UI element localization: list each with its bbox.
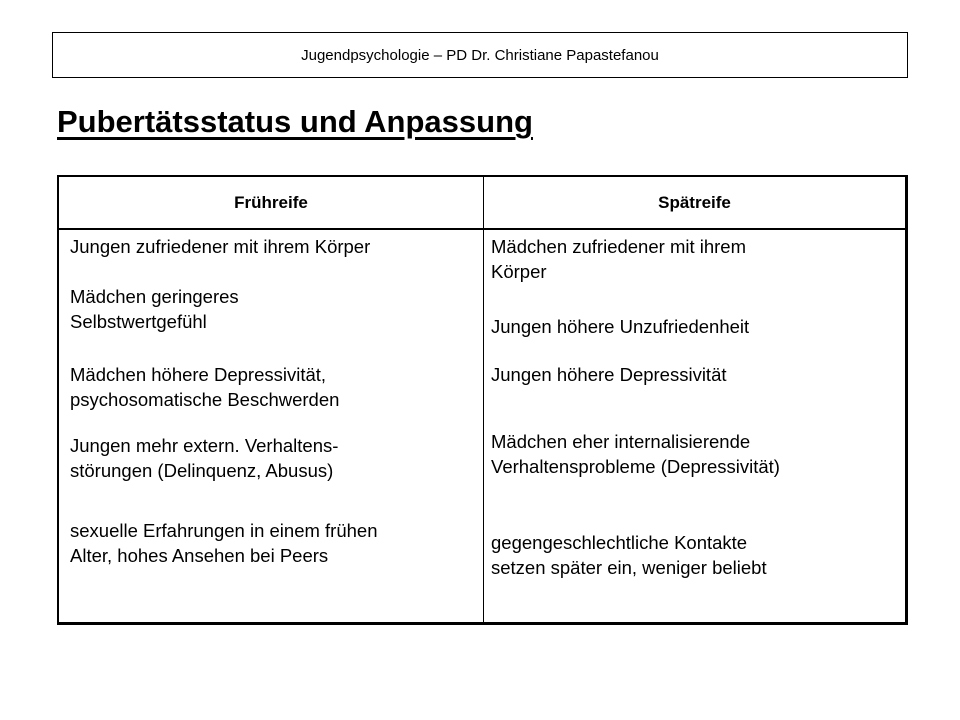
comparison-table [57, 175, 908, 625]
right-item-4: Mädchen eher internalisierende Verhaltensprobleme (Depressivität) [491, 431, 780, 477]
right-item-2: Jungen höhere Unzufriedenheit [491, 316, 750, 337]
column-header-spaetreife: Spätreife [658, 192, 731, 212]
left-item-5: sexuelle Erfahrungen in einem frühen Alter, hohes Ansehen bei Peers [70, 520, 378, 566]
right-item-3: Jungen höhere Depressivität [491, 364, 727, 385]
header-text: Jugendpsychologie – PD Dr. Christiane Papastefanou [301, 46, 659, 64]
left-item-4: Jungen mehr extern. Verhaltens- störungen (Delinquenz, Abusus) [70, 435, 339, 481]
right-item-1: Mädchen zufriedener mit ihrem Körper [491, 236, 746, 282]
column-divider [483, 228, 484, 622]
header-box [52, 32, 908, 78]
column-header-fruehreife: Frühreife [59, 177, 484, 228]
table-header-row [59, 177, 905, 230]
left-item-2: Mädchen geringeres Selbstwertgefühl [70, 286, 239, 332]
left-item-1: Jungen zufriedener mit ihrem Körper [70, 236, 371, 257]
page-title: Pubertätsstatus und Anpassung [57, 104, 533, 139]
right-item-5: gegengeschlechtliche Kontakte setzen später ein, weniger beliebt [491, 532, 767, 578]
left-item-3: Mädchen höhere Depressivität, psychosomatische Beschwerden [70, 364, 340, 410]
